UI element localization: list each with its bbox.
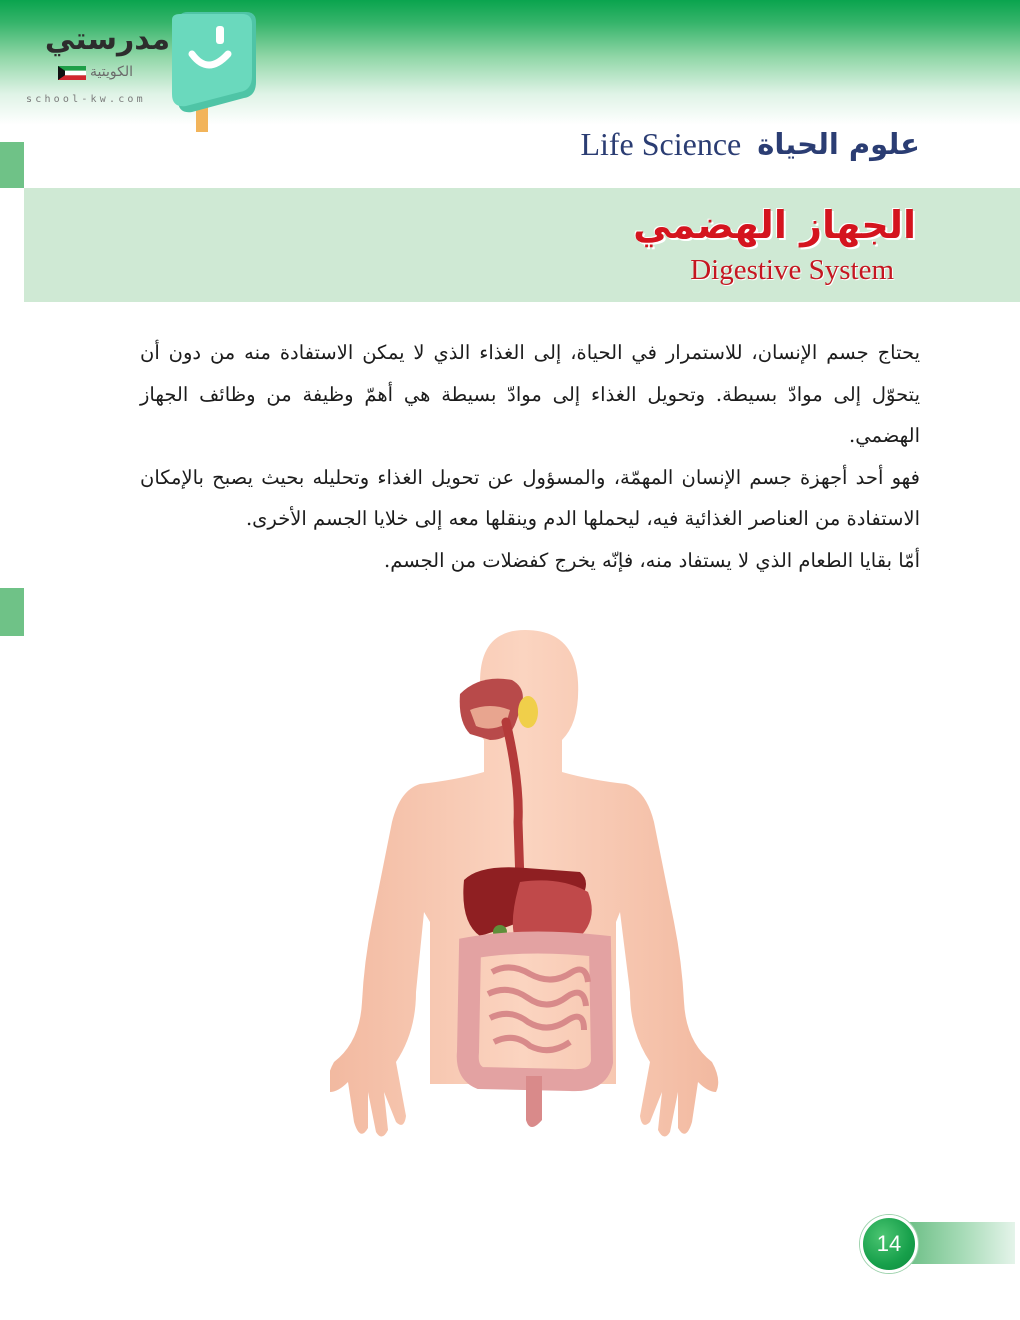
subject-arabic: علوم الحياة [757, 127, 920, 161]
body-text [140, 332, 920, 581]
paragraph-1: يحتاج جسم الإنسان، للاستمرار في الحياة، إلى الغذاء الذي لا يمكن الاستفادة منه من دون أن يتحوّل إلى موادّ بسيطة. وتحويل الغذاء إلى موادّ بسيطة هي أهمّ وظيفة من وظائف الجهاز الهضمي. [140, 341, 920, 447]
side-tab-top [0, 142, 24, 188]
page-title-arabic: الجهاز الهضمي [633, 203, 916, 247]
page-title-english: Digestive System [690, 254, 894, 286]
kuwait-flag-icon [58, 66, 86, 80]
logo-name: مدرستي [44, 22, 171, 57]
paragraph-2: فهو أحد أجهزة جسم الإنسان المهمّة، والمسؤول عن تحويل الغذاء وتحليله بحيث يصبح بالإمكان الاستفادة من العناصر الغذائية فيه، ليحملها الدم وينقلها معه إلى خلايا الجسم الأخرى. [140, 465, 920, 530]
page-number-badge [860, 1215, 918, 1273]
page-number: 14 [876, 1231, 902, 1256]
side-tab-middle [0, 588, 24, 636]
logo-subtitle: الكويتية [90, 64, 133, 80]
site-logo[interactable] [18, 12, 268, 134]
subject-header [580, 122, 920, 166]
digestive-system-illustration [330, 622, 730, 1150]
smiley-bookmark-icon [164, 12, 260, 134]
logo-url: school-kw.com [26, 94, 146, 105]
paragraph-3: أمّا بقايا الطعام الذي لا يستفاد منه، فإنّه يخرج كفضلات من الجسم. [384, 548, 920, 572]
subject-english: Life Science [580, 125, 742, 162]
